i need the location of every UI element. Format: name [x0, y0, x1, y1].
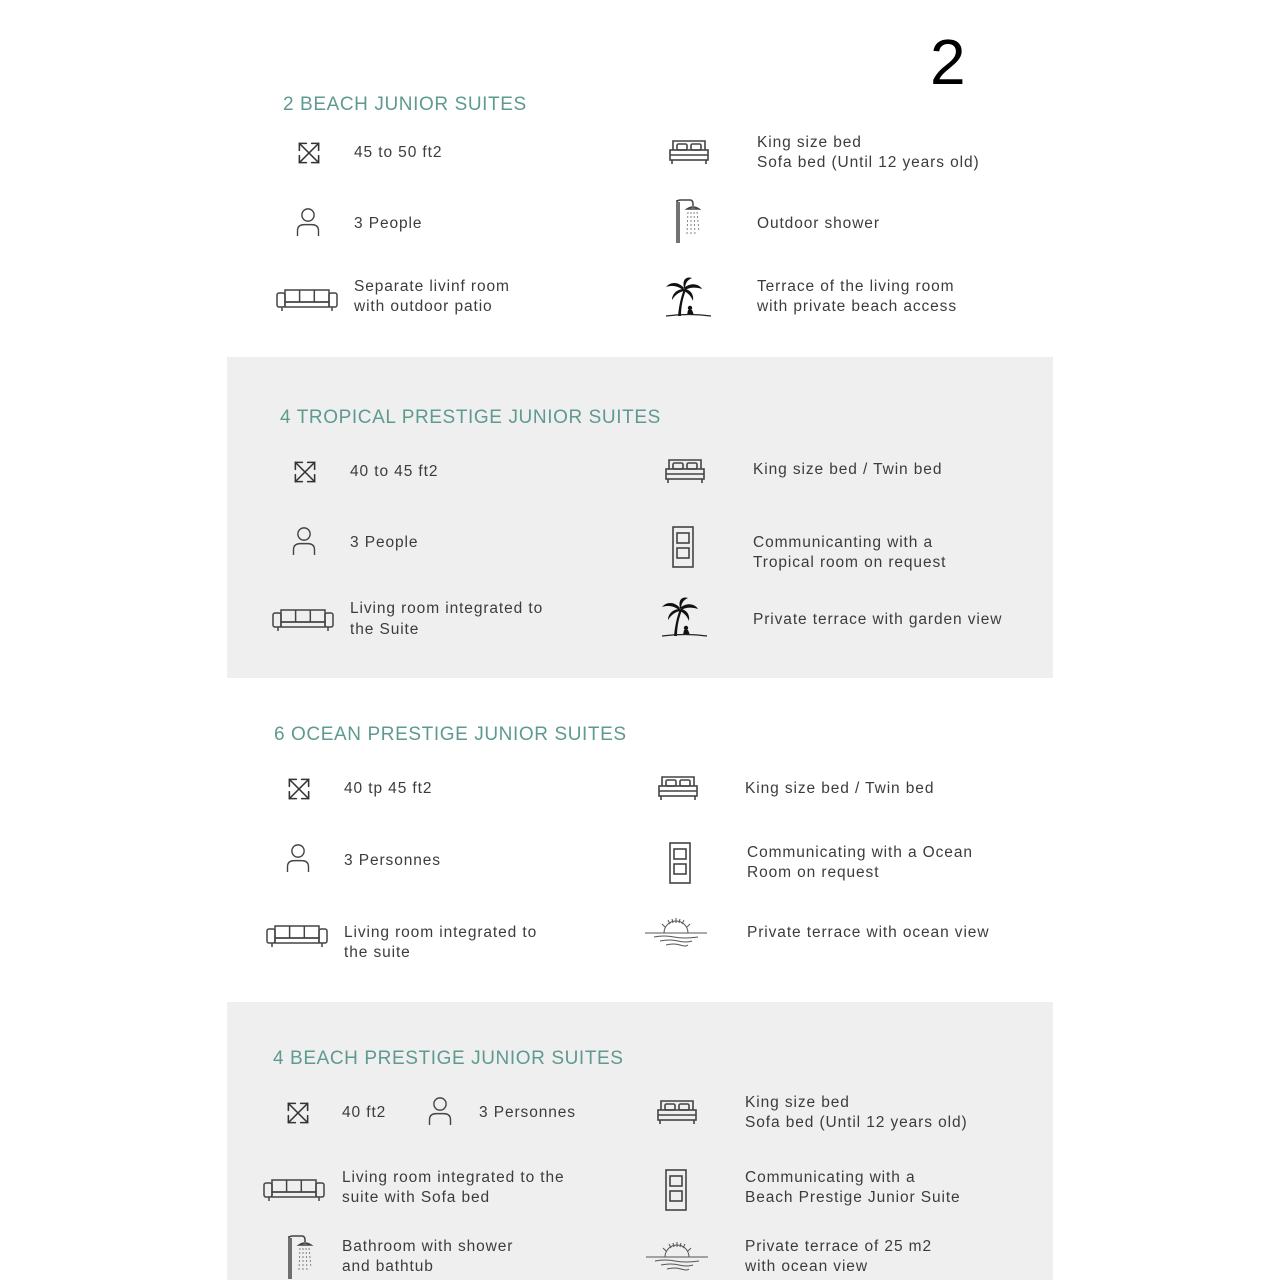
living-room-line-2: the Suite [350, 621, 420, 638]
person-icon [284, 842, 312, 874]
living-room-line-1: Living room integrated to [350, 600, 544, 617]
occupancy: 3 Personnes [479, 1104, 576, 1121]
palm-tree-icon [660, 597, 708, 637]
terrace-line-2: with ocean view [745, 1258, 868, 1275]
living-room-line-2: the suite [344, 944, 411, 961]
suite-size: 40 to 45 ft2 [350, 463, 439, 480]
section-title: 6 OCEAN PRESTIGE JUNIOR SUITES [274, 724, 627, 745]
shower-icon [284, 1234, 314, 1280]
section-title: 4 BEACH PRESTIGE JUNIOR SUITES [273, 1048, 624, 1069]
sofa-icon [272, 606, 334, 632]
bed-line-2: Sofa bed (Until 12 years old) [757, 154, 980, 171]
door-icon [672, 526, 694, 568]
bed-line-2: Sofa bed (Until 12 years old) [745, 1114, 968, 1131]
communicating-line-1: Communicating with a [745, 1169, 916, 1186]
bed-icon [657, 774, 699, 802]
terrace-text: Private terrace with garden view [753, 611, 1003, 628]
communicating-line-2: Tropical room on request [753, 554, 947, 571]
living-room-line-1: Living room integrated to the [342, 1169, 565, 1186]
expand-arrows-icon [295, 139, 323, 167]
suite-size: 45 to 50 ft2 [354, 144, 443, 161]
expand-arrows-icon [284, 1099, 312, 1127]
living-room-line-2: with outdoor patio [354, 298, 493, 315]
bed-text: King size bed / Twin bed [745, 780, 935, 797]
person-icon [294, 206, 322, 238]
bed-icon [664, 457, 706, 485]
expand-arrows-icon [285, 775, 313, 803]
section-title: 2 BEACH JUNIOR SUITES [283, 94, 527, 115]
bed-line-1: King size bed [745, 1094, 850, 1111]
palm-tree-icon [664, 277, 712, 317]
occupancy: 3 Personnes [344, 852, 441, 869]
bed-icon [656, 1098, 698, 1126]
bathroom-line-2: and bathtub [342, 1258, 434, 1275]
terrace-line-2: with private beach access [757, 298, 957, 315]
shower-icon [672, 198, 702, 244]
communicating-line-1: Communicating with a Ocean [747, 844, 973, 861]
sunset-icon [645, 1238, 709, 1274]
terrace-text: Private terrace with ocean view [747, 924, 990, 941]
page-number: 2 [930, 26, 966, 98]
terrace-line-1: Private terrace of 25 m2 [745, 1238, 933, 1255]
bed-text: King size bed / Twin bed [753, 461, 943, 478]
living-room-line-1: Separate livinf room [354, 278, 510, 295]
communicating-line-1: Communicanting with a [753, 534, 933, 551]
bed-icon [668, 138, 710, 166]
occupancy: 3 People [350, 534, 419, 551]
sunset-icon [644, 914, 708, 950]
communicating-line-2: Beach Prestige Junior Suite [745, 1189, 961, 1206]
sofa-icon [266, 922, 328, 948]
living-room-line-1: Living room integrated to [344, 924, 538, 941]
occupancy: 3 People [354, 215, 423, 232]
sofa-icon [276, 286, 338, 312]
door-icon [669, 842, 691, 884]
suite-size: 40 ft2 [342, 1104, 387, 1121]
living-room-line-2: suite with Sofa bed [342, 1189, 491, 1206]
section-title: 4 TROPICAL PRESTIGE JUNIOR SUITES [280, 407, 661, 428]
bathroom-line-1: Bathroom with shower [342, 1238, 514, 1255]
bed-line-1: King size bed [757, 134, 862, 151]
expand-arrows-icon [291, 458, 319, 486]
terrace-line-1: Terrace of the living room [757, 278, 955, 295]
person-icon [290, 525, 318, 557]
communicating-line-2: Room on request [747, 864, 880, 881]
sofa-icon [263, 1176, 325, 1202]
door-icon [665, 1169, 687, 1211]
suite-size: 40 tp 45 ft2 [344, 780, 433, 797]
shower-text: Outdoor shower [757, 215, 880, 232]
person-icon [426, 1095, 454, 1127]
